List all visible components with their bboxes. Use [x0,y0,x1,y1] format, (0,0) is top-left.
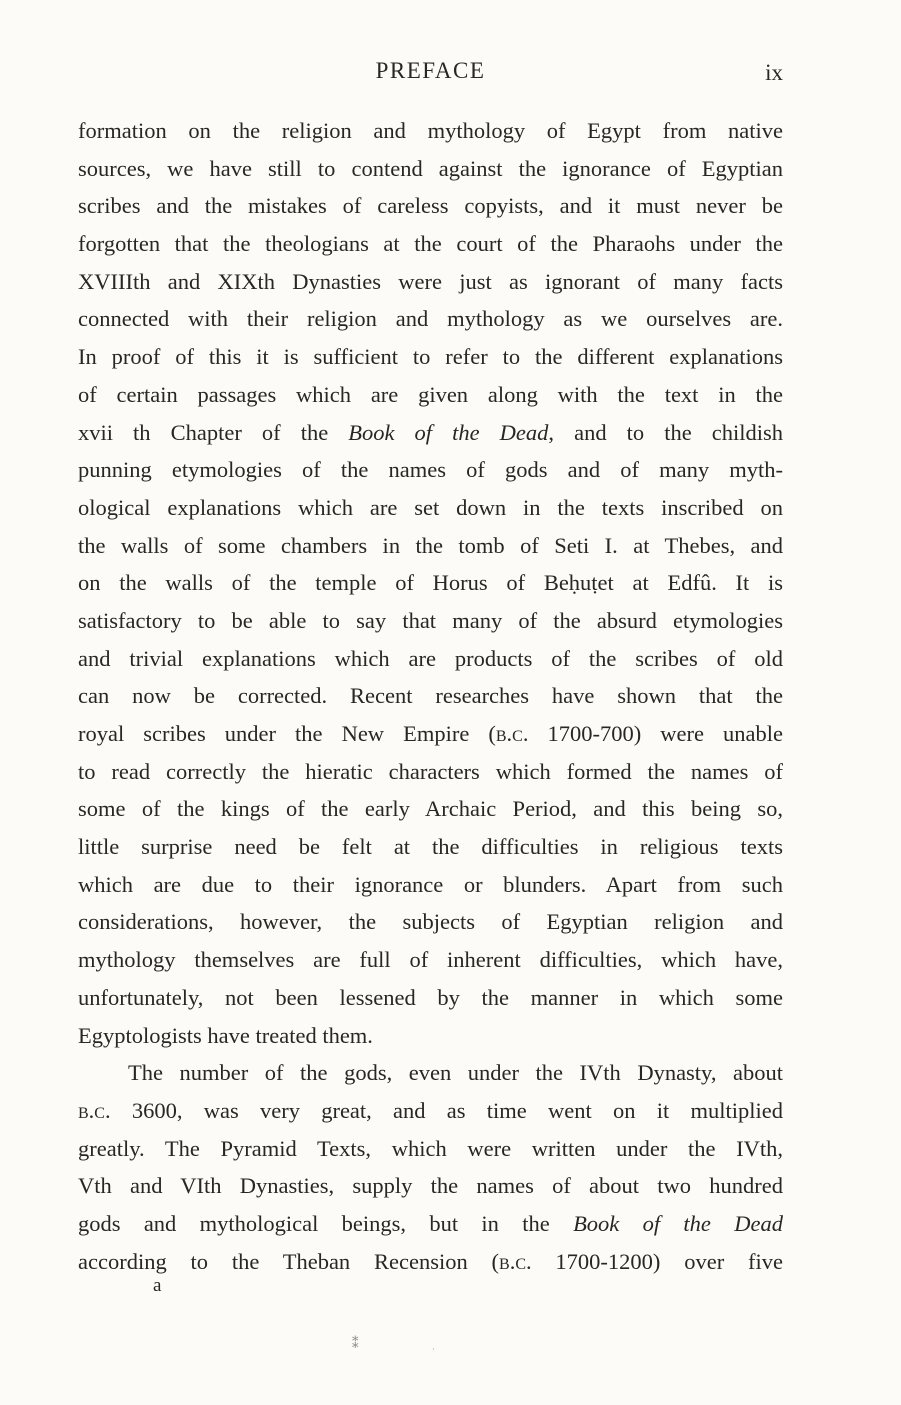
text-line: XVIIIth and XIXth Dynasties were just as ignorant of many facts [78,268,783,294]
text-line: b.c. 3600, was very great, and as time went on it multiplied [78,1097,783,1123]
text-line: royal scribes under the New Empire (b.c. 1700-700) were unable [78,721,783,746]
text-line: little surprise need be felt at the difficulties in religious texts [78,834,783,860]
text-line: sources, we have still to contend against the ignorance of Egyptian [78,155,783,181]
text-line: can now be corrected. Recent researches have shown that the [78,683,783,709]
page-number: ix [765,60,783,85]
text-line: to read correctly the hieratic characters which formed the names of [78,758,783,784]
text-line: ological explanations which are set down in the texts inscribed on [78,494,783,520]
text-line: scribes and the mistakes of careless copyists, and it must never be [78,193,783,219]
text-line: the walls of some chambers in the tomb of Seti I. at Thebes, and [78,532,783,558]
text-line: satisfactory to be able to say that many of the absurd etymologies [78,607,783,633]
body-text [78,112,783,1280]
text-line: xvii th Chapter of the Book of the Dead, and to the childish [78,419,783,445]
text-line: forgotten that the theologians at the court of the Pharaohs under the [78,231,783,257]
ink-dot: · [432,1345,435,1354]
ink-speck: ⁑ [352,1336,359,1351]
text-line: greatly. The Pyramid Texts, which were written under the IVth, [78,1135,783,1161]
text-line: formation on the religion and mythology of Egypt from native [78,118,783,143]
text-line: mythology themselves are full of inherent difficulties, which have, [78,947,783,973]
text-line: according to the Theban Recension (b.c. 1700-1200) over five [78,1248,783,1274]
text-line: In proof of this it is sufficient to refer to the different explanations [78,344,783,370]
signature-mark: a [153,1275,162,1296]
text-line: Vth and VIth Dynasties, supply the names of about two hundred [78,1173,783,1199]
text-line: and trivial explanations which are products of the scribes of old [78,645,783,671]
running-head [78,58,783,92]
text-line: gods and mythological beings, but in the Book of the Dead [78,1210,783,1236]
text-line: punning etymologies of the names of gods and of many myth- [78,457,783,483]
text-line: of certain passages which are given along with the text in the [78,381,783,407]
text-line: some of the kings of the early Archaic Period, and this being so, [78,796,783,822]
text-line: considerations, however, the subjects of Egyptian religion and [78,909,783,935]
text-line: connected with their religion and mythology as we ourselves are. [78,306,783,332]
text-line: unfortunately, not been lessened by the manner in which some [78,984,783,1010]
text-line: Egyptologists have treated them. [78,1022,373,1048]
text-line: on the walls of the temple of Horus of Beḥuṭet at Edfû. It is [78,570,783,596]
page-title: PREFACE [375,58,486,83]
text-line: The number of the gods, even under the IVth Dynasty, about [128,1060,783,1086]
text-line: which are due to their ignorance or blunders. Apart from such [78,871,783,897]
